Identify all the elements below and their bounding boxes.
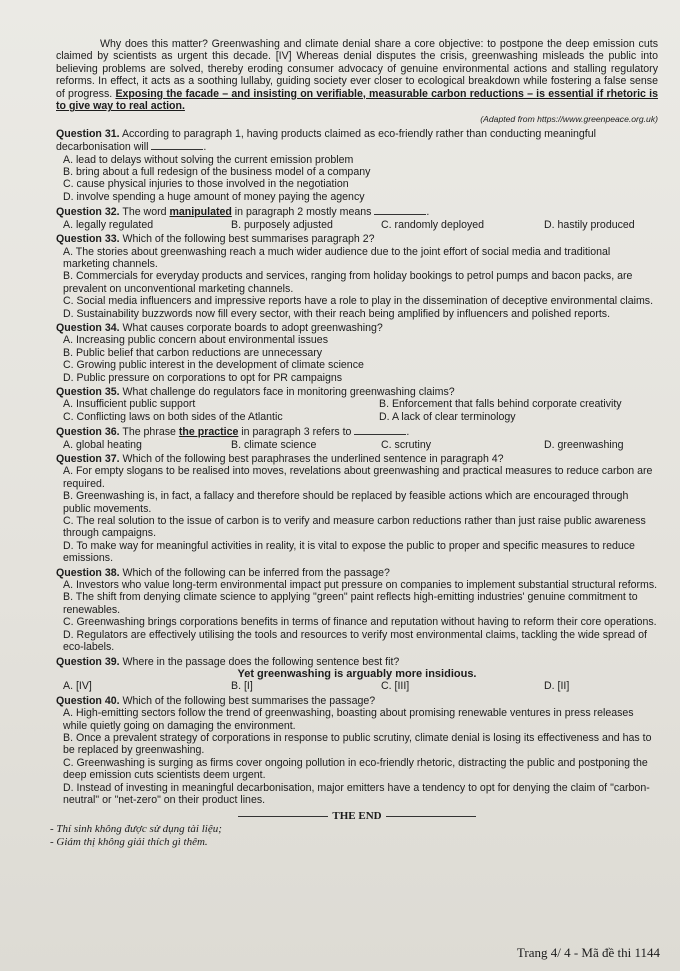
- option-b[interactable]: B. Enforcement that falls behind corporate creativity: [379, 398, 622, 411]
- option-c[interactable]: C. [III]: [381, 680, 410, 693]
- option-c[interactable]: C. The real solution to the issue of carbon is to verify and measure carbon reductions rather than just raise public awareness through campaigns.: [63, 515, 646, 540]
- option-d[interactable]: D. Public pressure on corporations to opt for PR campaigns: [63, 371, 343, 384]
- question-number: Question 32.: [56, 206, 120, 219]
- question-stem: What causes corporate boards to adopt greenwashing?: [122, 321, 383, 334]
- question-40: [56, 695, 658, 807]
- question-stem: Which of the following best summarises paragraph 2?: [122, 233, 375, 246]
- option-a[interactable]: A. Increasing public concern about environmental issues: [63, 334, 328, 347]
- option-d[interactable]: D. greenwashing: [544, 438, 624, 451]
- option-c[interactable]: C. Social media influencers and impressive reports have a role to play in the dissemination of deceptive environmental claims.: [63, 295, 654, 308]
- question-34: [56, 322, 658, 384]
- question-number: Question 39.: [56, 655, 120, 668]
- question-number: Question 31.: [56, 127, 120, 140]
- question-number: Question 37.: [56, 453, 120, 465]
- question-number: Question 34.: [56, 321, 120, 334]
- passage-paragraph: [56, 38, 658, 112]
- question-stem: Which of the following best paraphrases the underlined sentence in paragraph 4?: [122, 453, 504, 465]
- question-number: Question 38.: [56, 566, 120, 579]
- insert-sentence: Yet greenwashing is arguably more insidious.: [237, 667, 477, 680]
- underlined-word: manipulated: [169, 206, 232, 219]
- question-39: [56, 656, 658, 693]
- option-a[interactable]: A. [IV]: [63, 680, 92, 693]
- underlined-phrase: the practice: [178, 426, 239, 439]
- question-stem: According to paragraph 1, having products claimed as eco-friendly rather than conducting meaningful decarbonisation will: [56, 127, 596, 154]
- option-b[interactable]: B. Public belief that carbon reductions are unnecessary: [63, 346, 323, 359]
- question-number: Question 36.: [56, 426, 120, 439]
- option-c[interactable]: C. Greenwashing brings corporations benefits in terms of finance and reputation without having to reform their core operations.: [63, 616, 657, 629]
- option-a[interactable]: A. For empty slogans to be realised into moves, revelations about greenwashing and practical measures to reduce carbon are required.: [63, 465, 653, 490]
- option-b[interactable]: B. bring about a full redesign of the business model of a company: [63, 166, 371, 179]
- question-35: [56, 386, 658, 423]
- option-c[interactable]: C. Growing public interest in the development of climate science: [63, 359, 364, 372]
- option-b[interactable]: B. [I]: [231, 680, 253, 693]
- option-a[interactable]: A. legally regulated: [63, 218, 154, 231]
- option-d[interactable]: D. To make way for meaningful activities in reality, it is vital to expose the public to proper and specific measures to reduce emissions.: [63, 539, 635, 565]
- passage-text: Why does this matter? Greenwashing and climate denial share a core objective: to postpone the deep emission cuts claimed by scientists as urgent this decade. [IV] Whereas denial disputes the crisis, greenwashing misleads the public into believing problems are solved, thereby eroding consumer advocacy of genuine environmental actions and stalling regulatory reforms. In effect, it acts as a soothing lullaby, guiding society ever closer to ecological breakdown while fostering a false sense of progress.: [56, 38, 658, 100]
- option-b[interactable]: B. Once a prevalent strategy of corporations in response to public scrutiny, climate denial is losing its effectiveness and has to be replaced by greenwashing.: [63, 731, 652, 757]
- option-a[interactable]: A. global heating: [63, 438, 142, 451]
- page-footer: Trang 4/ 4 - Mã đề thi 1144: [516, 944, 660, 960]
- question-number: Question 40.: [56, 694, 120, 707]
- question-31: Question 31. According to paragraph 1, having products claimed as eco-friendly rather than conducting meaningful decarbonisation will . A. lead to delays without solving the current emission problem B. bring about a full redesign of the business model of a company C. cause physical injuries to those involved in the negotiation D. involve spending a huge amount of money paying the agency: [56, 128, 658, 203]
- question-38: [56, 567, 658, 654]
- option-c[interactable]: C. scrutiny: [381, 438, 432, 451]
- option-d[interactable]: D. [II]: [544, 680, 570, 693]
- option-d[interactable]: D. hastily produced: [544, 218, 635, 231]
- option-d[interactable]: D. Instead of investing in meaningful decarbonisation, major emitters have a tendency to opt for denying the claim of "carbon-neutral" or "net-zero" on their product lines.: [63, 781, 650, 806]
- option-a[interactable]: A. Investors who value long-term environmental impact put pressure on companies to implement substantial structural reforms.: [63, 579, 658, 592]
- option-b[interactable]: B. Greenwashing is, in fact, a fallacy and therefore should be replaced by feasible actions which are encouraged through public movements.: [63, 490, 629, 515]
- question-stem: Which of the following best summarises the passage?: [122, 694, 376, 707]
- question-stem: What challenge do regulators face in monitoring greenwashing claims?: [122, 385, 455, 398]
- option-a[interactable]: A. lead to delays without solving the current emission problem: [63, 153, 354, 166]
- passage-underlined-sentence: Exposing the facade – and insisting on verifiable, measurable carbon reductions – is essential if rhetoric is to give way to real action.: [56, 87, 658, 113]
- the-end-marker: THE END: [56, 810, 658, 822]
- option-c[interactable]: C. randomly deployed: [381, 218, 485, 231]
- option-c[interactable]: C. Conflicting laws on both sides of the Atlantic: [63, 410, 283, 423]
- option-a[interactable]: A. Insufficient public support: [63, 398, 196, 411]
- option-a[interactable]: A. The stories about greenwashing reach a much wider audience due to the joint effort of social media and traditional marketing channels.: [63, 245, 611, 270]
- note-no-materials: - Thí sinh không được sử dụng tài liệu;: [50, 822, 222, 835]
- question-number: Question 33.: [56, 233, 120, 246]
- option-b[interactable]: B. purposely adjusted: [231, 218, 333, 231]
- question-36: Question 36. The phrase the practice in paragraph 3 refers to . A. global heating B. climate science C. scrutiny D. greenwashing: [56, 426, 624, 451]
- question-stem: Which of the following can be inferred from the passage?: [122, 566, 390, 579]
- answer-blank: [151, 140, 203, 150]
- question-33: [56, 233, 658, 320]
- question-37: [56, 453, 658, 565]
- option-a[interactable]: A. High-emitting sectors follow the trend of greenwashing, boasting about promising renewable ventures in press releases while quietly going on damaging the environment.: [63, 707, 634, 732]
- option-d[interactable]: D. involve spending a huge amount of money paying the agency: [63, 190, 365, 203]
- option-c[interactable]: C. Greenwashing is surging as firms cover ongoing pollution in eco-friendly rhetoric, distracting the public and postponing the deep emission cuts scientists deem urgent.: [63, 756, 648, 782]
- option-d[interactable]: D. Sustainability buzzwords now fill every sector, with their reach being amplified by influencers and polished reports.: [63, 307, 611, 320]
- note-no-explanation: - Giám thị không giải thích gì thêm.: [50, 835, 208, 848]
- option-d[interactable]: D. Regulators are effectively utilising the tools and resources to verify most environmental claims, tackling the wide spread of eco-labels.: [63, 628, 647, 654]
- question-number: Question 35.: [56, 385, 120, 398]
- answer-blank: [354, 425, 406, 435]
- answer-blank: [374, 205, 426, 215]
- option-c[interactable]: C. cause physical injuries to those involved in the negotiation: [63, 178, 349, 191]
- option-d[interactable]: D. A lack of clear terminology: [379, 410, 516, 423]
- option-b[interactable]: B. Commercials for everyday products and services, ranging from holiday bookings to petrol pumps and bacon packs, are prevalent on unconventional marketing channels.: [63, 270, 633, 295]
- question-32: Question 32. The word manipulated in paragraph 2 mostly means . A. legally regulated B. purposely adjusted C. randomly deployed D. hastily produced: [56, 206, 635, 231]
- option-b[interactable]: B. The shift from denying climate science to applying "green" paint reflects high-emitting industries' genuine commitment to renewables.: [63, 591, 638, 616]
- question-stem: Where in the passage does the following sentence best fit?: [122, 655, 400, 668]
- option-b[interactable]: B. climate science: [231, 438, 317, 451]
- passage-source: (Adapted from https://www.greenpeace.org.uk): [480, 114, 658, 125]
